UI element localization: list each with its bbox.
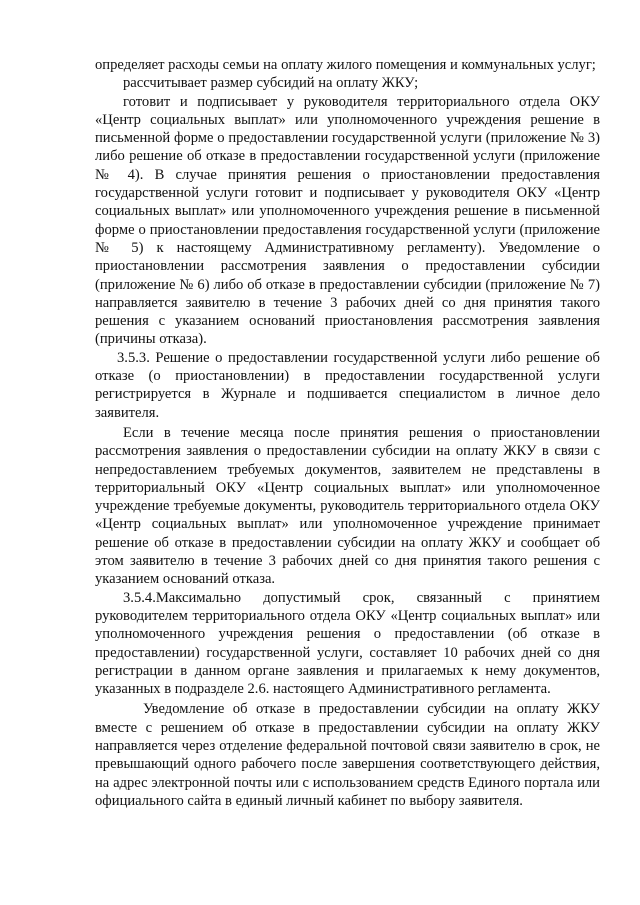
paragraph-3-5-4: 3.5.4.Максимально допустимый срок, связанный с принятием руководителем территориального отдела ОКУ «Центр социальных выплат» или уполномоченного учреждения решения о предоставлении (об отказе в предоставлении) государственной услуги, составляет 10 рабочих дней со дня регистрации в данном органе заявления и прилагаемых к нему документов, указанных в подразделе 2.6. настоящего Административного регламента. [95,589,600,698]
document-page [95,56,600,810]
paragraph-suspension-refusal: Если в течение месяца после принятия решения о приостановлении рассмотрения заявления о предоставлении субсидии на оплату ЖКУ в связи с непредоставлением требуемых документов, заявителем не представлены в территориальный ОКУ «Центр социальных выплат» или уполномоченное учреждение требуемые документы, руководитель территориального отдела ОКУ «Центр социальных выплат» или уполномоченное учреждение принимает решение об отказе в предоставлении субсидии на оплату ЖКУ и сообщает об этом заявителю в течение 3 рабочих дней со дня принятия такого решения с указанием оснований отказа. [95,424,600,588]
paragraph-refusal-notification: Уведомление об отказе в предоставлении субсидии на оплату ЖКУ вместе с решением об отказе в предоставлении субсидии на оплату ЖКУ направляется через отделение федеральной почтовой связи заявителю в срок, не превышающий одного рабочего после завершения соответствующего действия, на адрес электронной почты или с использованием средств Единого портала или официального сайта в единый личный кабинет по выбору заявителя. [95,701,600,809]
paragraph-decision-preparation: готовит и подписывает у руководителя территориального отдела ОКУ «Центр социальных выплат» или уполномоченного учреждения решение в письменной форме о предоставлении государственной услуги (приложение № 3) либо решение об отказе в предоставлении государственной услуги (приложение № 4). В случае принятия решения о приостановлении предоставления государственной услуги готовит и подписывает у руководителя ОКУ «Центр социальных выплат» или уполномоченного учреждения решение в письменной форме о приостановлении предоставления государственной услуги (приложение № 5) к настоящему Административному регламенту). Уведомление о приостановлении рассмотрения заявления о предоставлении субсидии (приложение № 6) либо об отказе в предоставлении субсидии (приложение № 7) направляется заявителю в течение 3 рабочих дней со дня принятия такого решения с указанием оснований приостановления рассмотрения заявления (причины отказа). [95,93,600,348]
paragraph-subsidy-calculation: рассчитывает размер субсидий на оплату ЖКУ; [123,75,419,92]
paragraph-3-5-3: 3.5.3. Решение о предоставлении государственной услуги либо решение об отказе (о приостановлении) в предоставлении государственной услуги регистрируется в Журнале и подшивается специалистом в личное дело заявителя. [95,349,600,421]
paragraph-family-expenses: определяет расходы семьи на оплату жилого помещения и коммунальных услуг; [95,57,596,73]
